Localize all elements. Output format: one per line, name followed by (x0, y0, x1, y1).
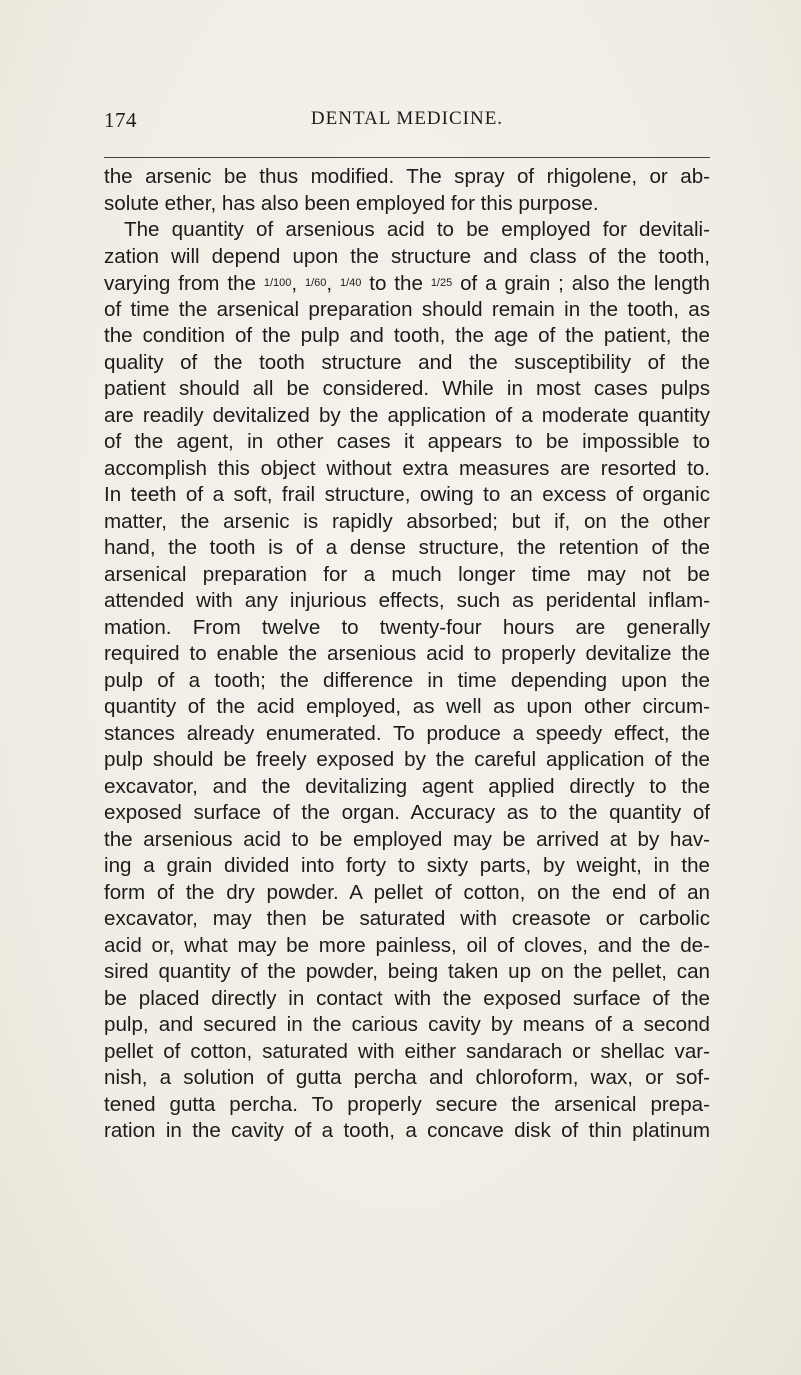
text-line: arsenical preparation for a much longer time may not be (104, 562, 710, 586)
text-line: ing a grain divided into forty to sixty parts, by weight, in the (104, 854, 710, 877)
text-line: matter, the arsenic is rapidly absorbed; but if, on the other (104, 509, 710, 533)
text-line: pulp, and secured in the carious cavity by means of a second (104, 1013, 710, 1036)
text-line: form of the dry powder. A pellet of cotton, on the end of an (104, 880, 710, 904)
text-line: excavator, may then be saturated with creasote or carbolic (104, 907, 710, 930)
text-line: are readily devitalized by the application of a moderate quantity (104, 403, 710, 427)
text-line: pulp of a tooth; the difference in time depending upon the (104, 668, 710, 692)
text-line: be placed directly in contact with the exposed surface of the (104, 986, 710, 1010)
header-rule (104, 157, 710, 158)
text-line: required to enable the arsenious acid to properly devitalize the (104, 642, 710, 665)
text-line: the arsenious acid to be employed may be arrived at by hav- (104, 827, 710, 851)
text-line: excavator, and the devitalizing agent applied directly to the (104, 774, 710, 798)
body-text (104, 164, 710, 1145)
text-line: mation. From twelve to twenty-four hours are generally (104, 615, 710, 639)
text-line: exposed surface of the organ. Accuracy as to the quantity of (104, 801, 710, 824)
text-line: quality of the tooth structure and the susceptibility of the (104, 350, 710, 374)
page-header (104, 108, 710, 138)
text-line: patient should all be considered. While in most cases pulps (104, 377, 710, 400)
running-title: DENTAL MEDICINE. (310, 108, 504, 129)
text-line: pellet of cotton, saturated with either sandarach or shellac var- (104, 1039, 710, 1063)
text-line: acid or, what may be more painless, oil of cloves, and the de- (104, 933, 710, 957)
text-line: attended with any injurious effects, such as peridental inflam- (104, 589, 710, 612)
text-line: of time the arsenical preparation should remain in the tooth, as (104, 297, 710, 321)
text-line: varying from the 1/100, 1/60, 1/40 to the 1/25 of a grain ; also the length (104, 272, 710, 295)
text-line: hand, the tooth is of a dense structure, the retention of the (104, 536, 710, 559)
text-line: zation will depend upon the structure and class of the tooth, (104, 244, 710, 268)
text-line: nish, a solution of gutta percha and chloroform, wax, or sof- (104, 1066, 710, 1089)
text-line: pulp should be freely exposed by the careful application of the (104, 748, 710, 771)
text-line: quantity of the acid employed, as well as upon other circum- (104, 695, 710, 718)
text-line: of the agent, in other cases it appears to be impossible to (104, 430, 710, 453)
text-line: stances already enumerated. To produce a speedy effect, the (104, 721, 710, 745)
text-line: solute ether, has also been employed for this purpose. (104, 191, 599, 215)
text-line: In teeth of a soft, frail structure, owing to an excess of organic (104, 483, 710, 506)
text-line: the arsenic be thus modified. The spray of rhigolene, or ab- (104, 165, 710, 188)
text-line: accomplish this object without extra measures are resorted to. (104, 456, 710, 480)
text-line: tened gutta percha. To properly secure the arsenical prepa- (104, 1092, 710, 1116)
text-line: ration in the cavity of a tooth, a concave disk of thin platinum (104, 1119, 710, 1142)
page-number: 174 (104, 108, 137, 132)
text-line: sired quantity of the powder, being taken up on the pellet, can (104, 960, 710, 983)
text-line: the condition of the pulp and tooth, the age of the patient, the (104, 324, 710, 347)
text-line: The quantity of arsenious acid to be employed for devitali- (124, 218, 710, 241)
